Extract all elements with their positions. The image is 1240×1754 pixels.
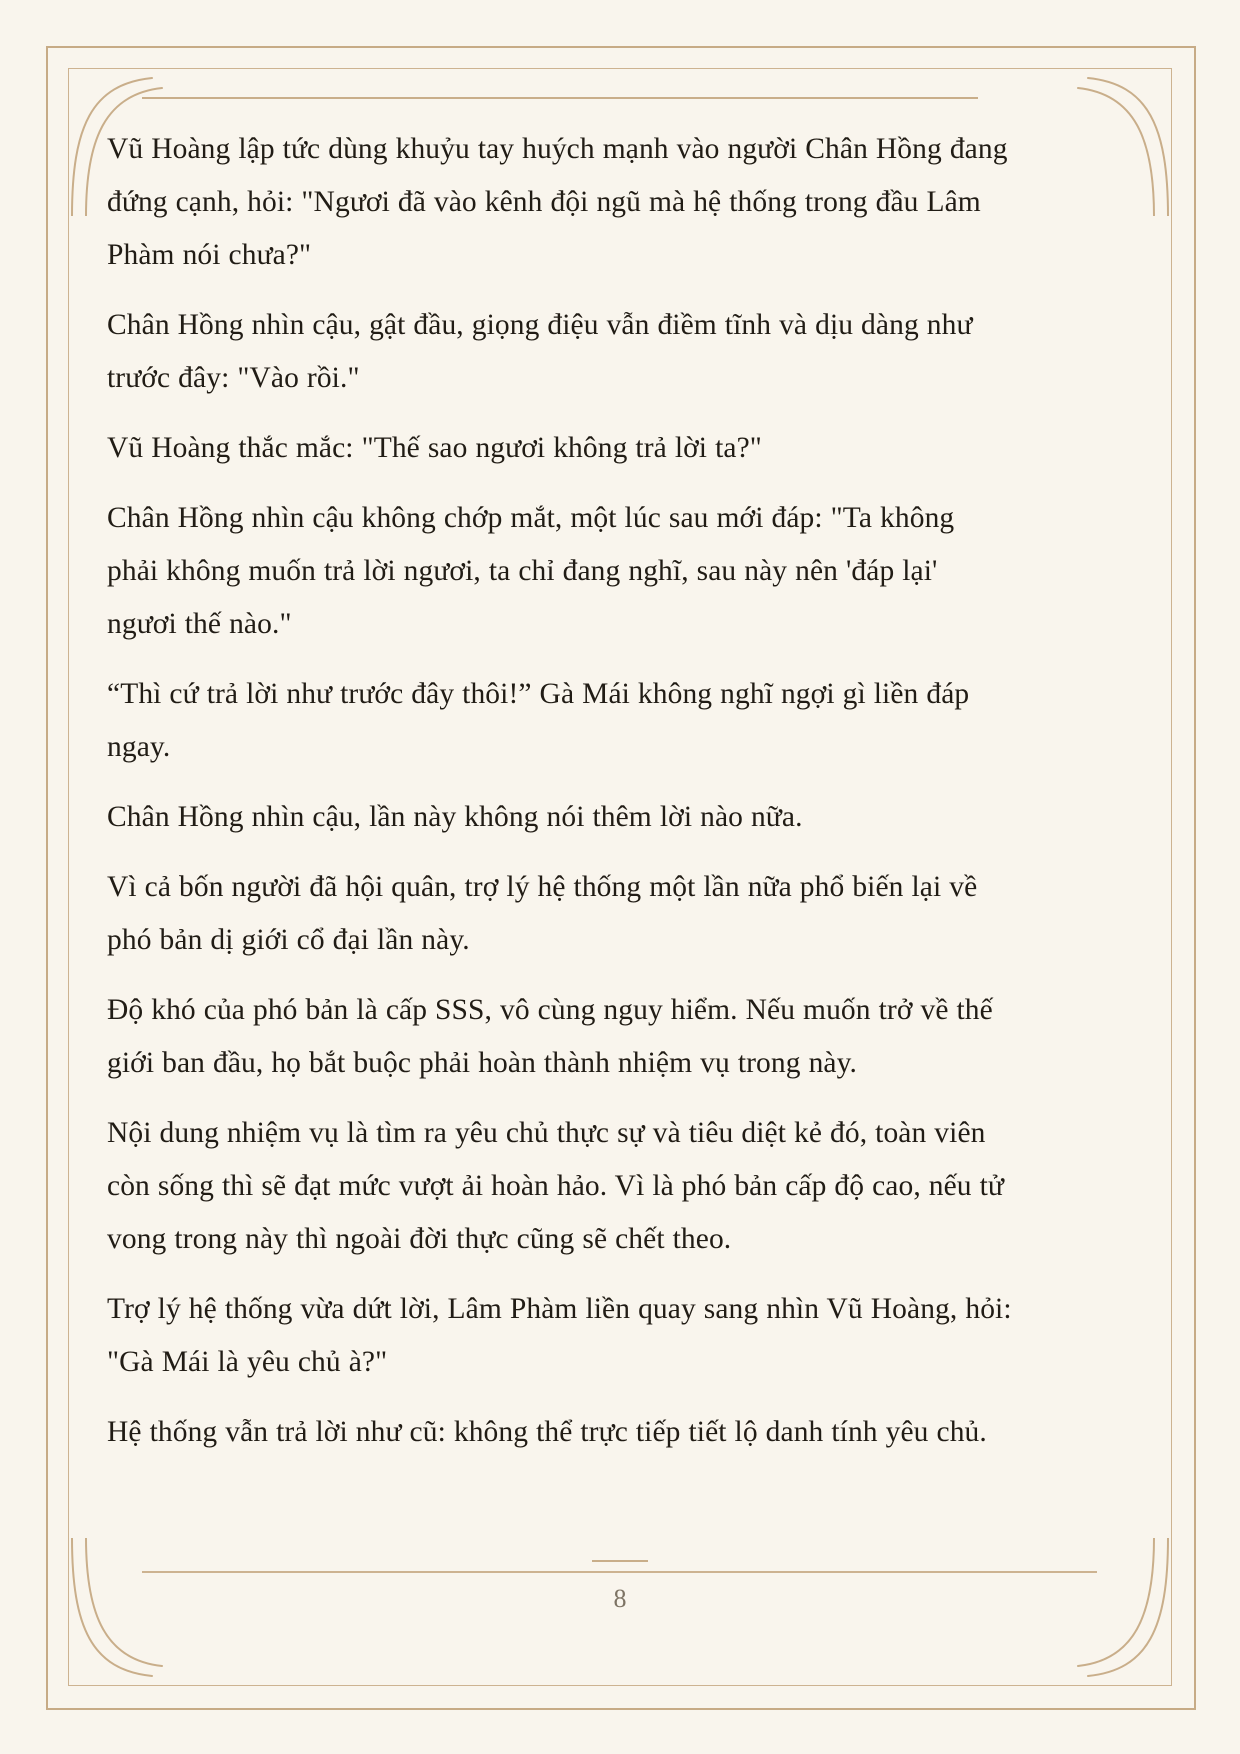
paragraph: Chân Hồng nhìn cậu, lần này không nói thêm lời nào nữa. [107, 801, 803, 833]
page-text-body [107, 123, 1013, 1448]
paragraph: Chân Hồng nhìn cậu, gật đầu, giọng điệu vẫn điềm tĩnh và dịu dàng như trước đây: "Vào rồi." [107, 309, 973, 394]
paragraph: “Thì cứ trả lời như trước đây thôi!” Gà Mái không nghĩ ngợi gì liền đáp ngay. [107, 678, 970, 763]
paragraph: Hệ thống vẫn trả lời như cũ: không thể trực tiếp tiết lộ danh tính yêu chủ. [107, 1416, 987, 1448]
page-number: 8 [613, 1584, 627, 1613]
corner-flourish-icon [1054, 66, 1174, 216]
paragraph: Nội dung nhiệm vụ là tìm ra yêu chủ thực sự và tiêu diệt kẻ đó, toàn viên còn sống thì sẽ đạt mức vượt ải hoàn hảo. Vì là phó bản cấp độ cao, nếu tử vong trong này thì ngoài đời thực cũng sẽ chết theo. [107, 1117, 1005, 1255]
paragraph: Vì cả bốn người đã hội quân, trợ lý hệ thống một lần nữa phổ biến lại về phó bản dị giới cổ đại lần này. [107, 871, 978, 956]
footer-divider-rule [142, 1571, 1097, 1573]
footer-tick-mark [592, 1560, 648, 1562]
paragraph: Chân Hồng nhìn cậu không chớp mắt, một lúc sau mới đáp: "Ta không phải không muốn trả lời ngươi, ta chỉ đang nghĩ, sau này nên 'đáp lại' ngươi thế nào." [107, 502, 955, 640]
paragraph: Vũ Hoàng lập tức dùng khuỷu tay huých mạnh vào người Chân Hồng đang đứng cạnh, hỏi: "Ngươi đã vào kênh đội ngũ mà hệ thống trong đầu Lâm Phàm nói chưa?" [107, 133, 1008, 271]
paragraph: Vũ Hoàng thắc mắc: "Thế sao ngươi không trả lời ta?" [107, 432, 762, 464]
paragraph: Trợ lý hệ thống vừa dứt lời, Lâm Phàm liền quay sang nhìn Vũ Hoàng, hỏi: "Gà Mái là yêu chủ à?" [107, 1293, 1012, 1378]
header-divider-rule [142, 97, 978, 99]
paragraph: Độ khó của phó bản là cấp SSS, vô cùng nguy hiểm. Nếu muốn trở về thế giới ban đầu, họ bắt buộc phải hoàn thành nhiệm vụ trong này. [107, 994, 993, 1079]
